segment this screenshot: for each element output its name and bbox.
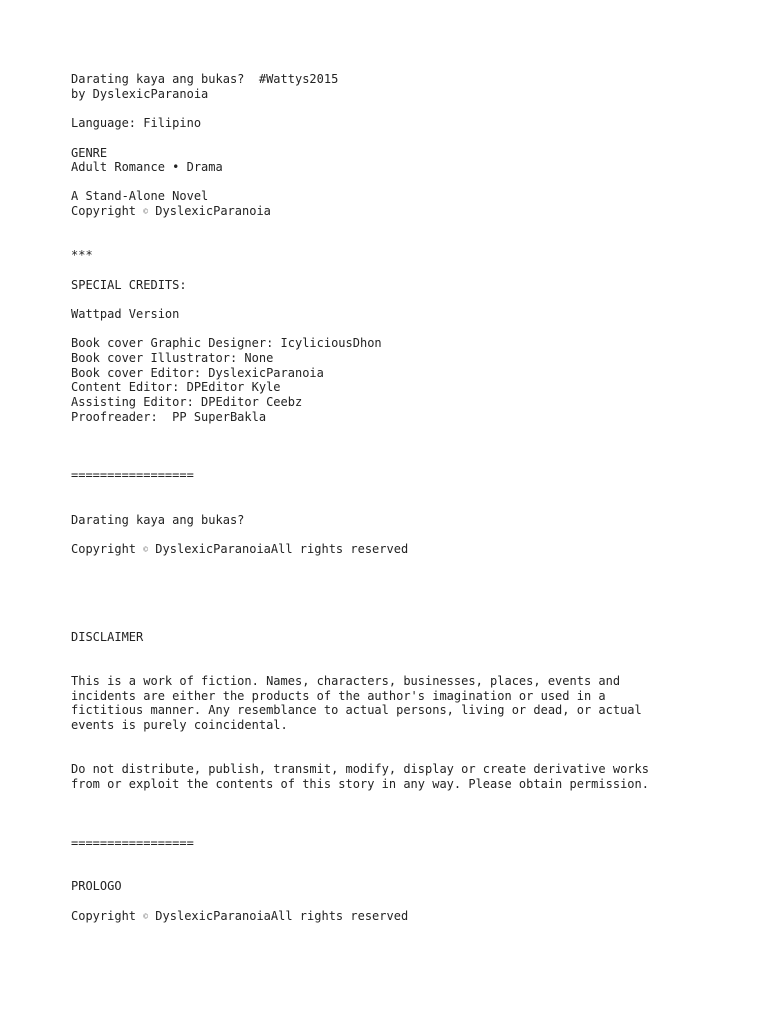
credit-line: Assisting Editor: DPEditor Ceebz	[71, 395, 303, 409]
disclaimer-paragraph-line: incidents are either the products of the author's imagination or used in a	[71, 689, 606, 703]
copyright-symbol: ©	[143, 545, 149, 554]
novel-type-line: A Stand-Alone Novel	[71, 189, 209, 203]
section-copyright-line	[71, 542, 408, 557]
disclaimer-paragraph-line: This is a work of fiction. Names, characters, businesses, places, events and	[71, 674, 621, 688]
genre-line: Adult Romance • Drama	[71, 160, 223, 174]
section-title: Darating kaya ang bukas?	[71, 513, 245, 527]
author-byline: by DyslexicParanoia	[71, 87, 209, 101]
copyright-symbol: ©	[143, 207, 149, 216]
copyright-prefix: Copyright	[71, 204, 144, 218]
credit-line: Proofreader: PP SuperBakla	[71, 410, 267, 424]
language-line: Language: Filipino	[71, 116, 202, 130]
genre-heading: GENRE	[71, 146, 108, 160]
special-credits-heading: SPECIAL CREDITS:	[71, 278, 187, 292]
prologue-copyright-line	[71, 909, 408, 924]
copyright-prefix: Copyright	[71, 909, 144, 923]
credit-line: Content Editor: DPEditor Kyle	[71, 380, 281, 394]
disclaimer-paragraph-line: events is purely coincidental.	[71, 718, 288, 732]
prologue-heading: PROLOGO	[71, 879, 122, 893]
credit-line: Book cover Graphic Designer: IcyliciousDhon	[71, 336, 382, 350]
credit-line: Book cover Illustrator: None	[71, 351, 274, 365]
copyright-line	[71, 204, 271, 219]
disclaimer-heading: DISCLAIMER	[71, 630, 144, 644]
permission-paragraph-line: Do not distribute, publish, transmit, modify, display or create derivative works	[71, 762, 649, 776]
copyright-rest: DyslexicParanoiaAll rights reserved	[148, 909, 409, 923]
version-line: Wattpad Version	[71, 307, 180, 321]
copyright-symbol: ©	[143, 912, 149, 921]
book-title: Darating kaya ang bukas? #Wattys2015	[71, 72, 339, 86]
divider-line: =================	[71, 468, 194, 482]
separator-stars: ***	[71, 248, 93, 262]
copyright-rest: DyslexicParanoiaAll rights reserved	[148, 542, 409, 556]
divider-line: =================	[71, 836, 194, 850]
copyright-owner: DyslexicParanoia	[148, 204, 271, 218]
disclaimer-paragraph-line: fictitious manner. Any resemblance to actual persons, living or dead, or actual	[71, 703, 642, 717]
permission-paragraph-line: from or exploit the contents of this story in any way. Please obtain permission.	[71, 777, 649, 791]
copyright-prefix: Copyright	[71, 542, 144, 556]
credit-line: Book cover Editor: DyslexicParanoia	[71, 366, 324, 380]
